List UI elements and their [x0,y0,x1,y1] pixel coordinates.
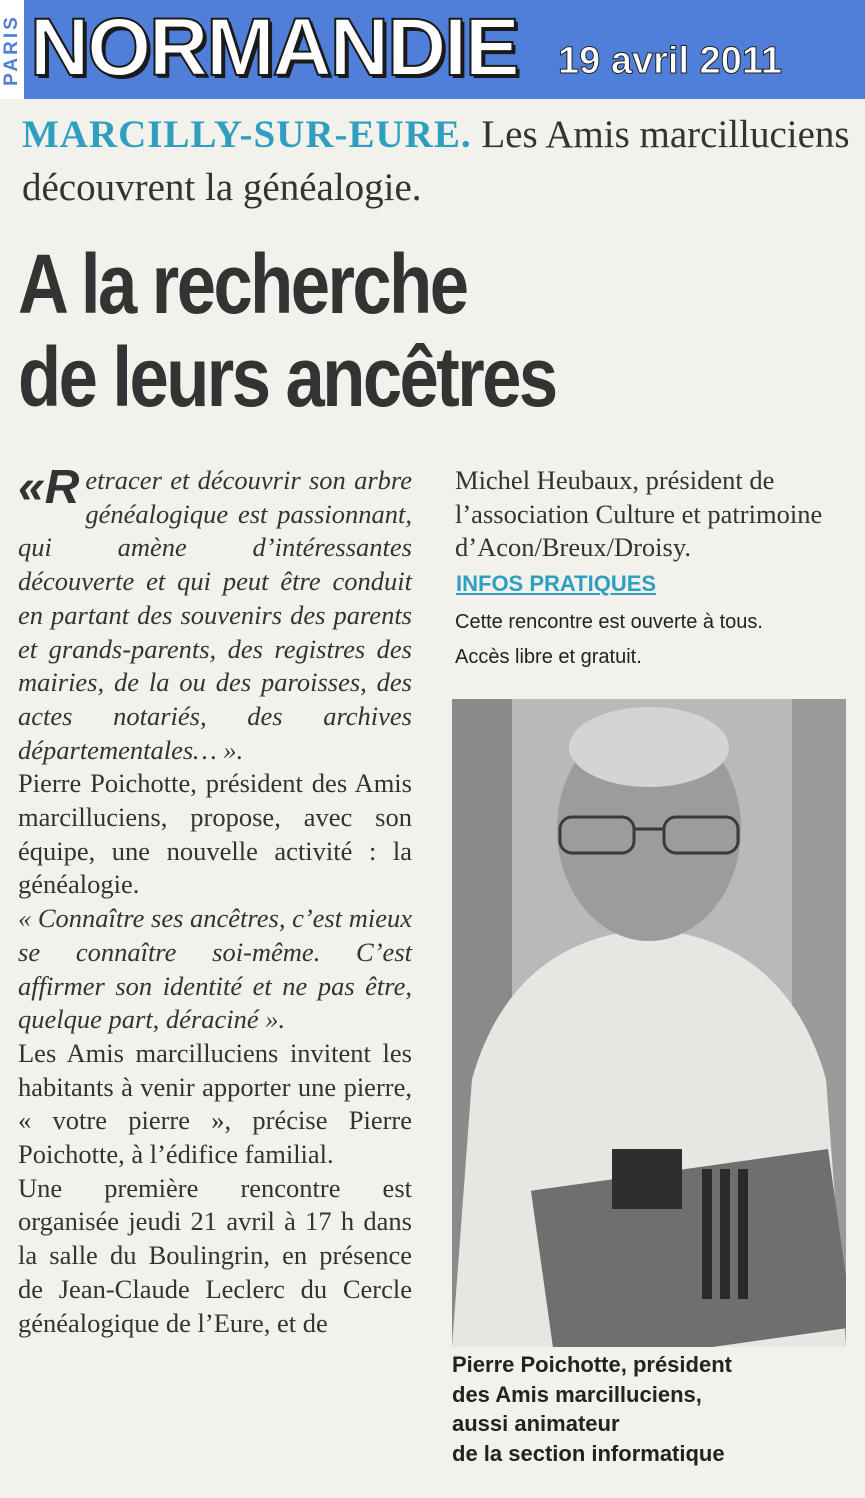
masthead-paris-label: PARIS [1,14,22,86]
caption-line-2: des Amis marcilluciens, [452,1381,702,1407]
opening-quote [18,461,412,767]
article-headline [18,238,556,424]
article-photo [452,699,846,1347]
cpu-cooler [612,1149,682,1209]
publication-date: 19 avril 2011 [558,40,782,82]
article-column-2 [455,464,851,565]
hair-shape [569,707,729,787]
article-kicker [22,108,852,214]
article-column-1 [18,461,412,1340]
photo-illustration [452,699,846,1347]
headline-line-2: de leurs ancêtres [18,330,556,424]
opening-quote-text: etracer et découvrir son arbre généalogique est passionnant, qui amène d’intéressantes découverte et qui peut être conduit en partant des souvenirs des parents et grands-parents, des registres des mairies, de la ou des paroisses, des actes notariés, des archives départementales… ». [18,465,412,765]
paragraph-1: Pierre Poichotte, président des Amis marcilluciens, propose, avec son équipe, une nouvelle activité : la généalogie. [18,768,412,900]
paragraph-2: Les Amis marcilluciens invitent les habitants à venir apporter une pierre, « votre pierre », précise Pierre Poichotte, à l’édifice familial. [18,1037,412,1170]
infos-heading: INFOS PRATIQUES [456,571,657,596]
infos-line-2: Accès libre et gratuit. [455,646,642,668]
caption-line-1: Pierre Poichotte, président [452,1352,732,1377]
kicker-text: Les Amis marcilluciens découvrent la généalogie. [22,113,850,209]
caption-line-3: aussi animateur [452,1411,620,1436]
masthead [0,0,865,99]
infos-line-1: Cette rencontre est ouverte à tous. [455,611,763,633]
kicker-place: MARCILLY-SUR-EURE. [22,113,472,156]
paragraph-3: Une première rencontre est organisée jeudi 21 avril à 17 h dans la salle du Boulingrin, en présence de Jean-Claude Leclerc du Cercle généalogique de l’Eure, et de [18,1172,412,1338]
quote-2: « Connaître ses ancêtres, c’est mieux se connaître soi-même. C’est affirmer son identité et ne pas être, quelque part, déraciné ». [18,903,412,1035]
headline-line-1: A la recherche [18,237,467,331]
column-2-paragraph: Michel Heubaux, président de l’association Culture et patrimoine d’Acon/Breux/Droisy. [455,465,823,563]
newspaper-name: NORMANDIE [30,2,518,93]
masthead-paris-tab [0,0,24,99]
infos-box [455,605,855,675]
caption-line-4: de la section informatique [452,1440,725,1466]
drop-cap: «R [18,461,80,514]
photo-caption [452,1350,852,1468]
